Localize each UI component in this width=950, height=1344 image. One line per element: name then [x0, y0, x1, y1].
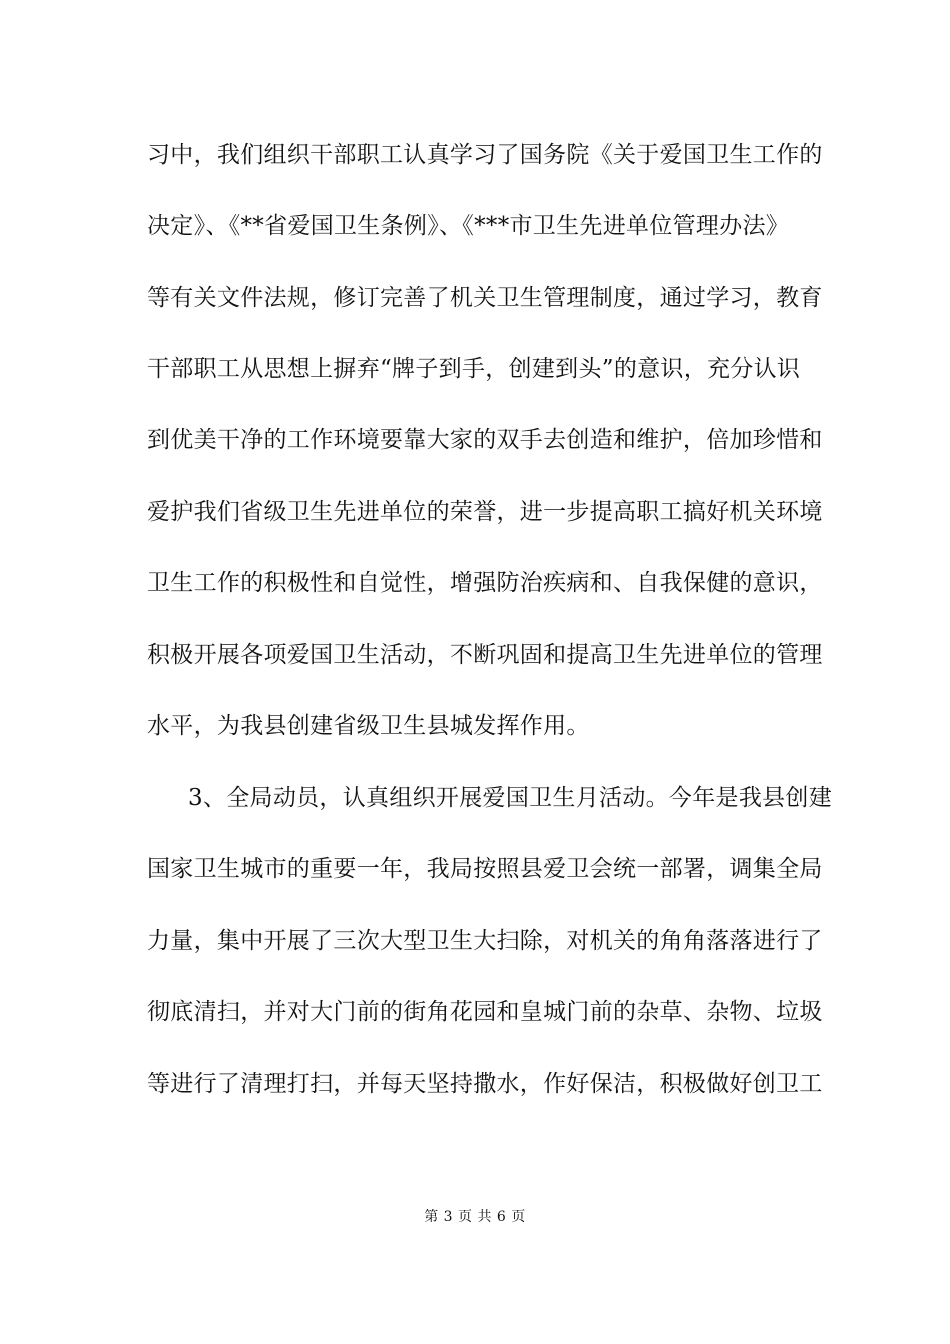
body-line-1: 习中，我们组织干部职工认真学习了国务院《关于爱国卫生工作的: [147, 142, 823, 168]
body-line-9: 水平，为我县创建省级卫生县城发挥作用。: [147, 713, 590, 739]
page-number-footer: 第 3 页 共 6 页: [424, 1209, 526, 1225]
body-line-13: 彻底清扫，并对大门前的街角花园和皇城门前的杂草、杂物、垃圾: [147, 999, 823, 1025]
body-line-2: 决定》、《**省爱国卫生条例》、《***市卫生先进单位管理办法》: [147, 213, 790, 239]
body-line-8: 积极开展各项爱国卫生活动，不断巩固和提高卫生先进单位的管理: [147, 642, 823, 668]
body-line-14: 等进行了清理打扫，并每天坚持撒水，作好保洁，积极做好创卫工: [147, 1071, 823, 1097]
body-line-4: 干部职工从思想上摒弃“牌子到手，创建到头”的意识，充分认识: [147, 356, 801, 382]
body-line-3: 等有关文件法规，修订完善了机关卫生管理制度，通过学习，教育: [147, 285, 823, 311]
body-line-10: 3、全局动员，认真组织开展爱国卫生月活动。今年是我县创建: [188, 785, 833, 811]
body-line-7: 卫生工作的积极性和自觉性，增强防治疾病和、自我保健的意识，: [147, 570, 823, 596]
body-line-6: 爱护我们省级卫生先进单位的荣誉，进一步提高职工搞好机关环境: [147, 499, 823, 525]
body-line-12: 力量，集中开展了三次大型卫生大扫除，对机关的角角落落进行了: [147, 928, 823, 954]
body-line-11: 国家卫生城市的重要一年，我局按照县爱卫会统一部署，调集全局: [147, 856, 823, 882]
body-line-5: 到优美干净的工作环境要靠大家的双手去创造和维护，倍加珍惜和: [147, 427, 823, 453]
